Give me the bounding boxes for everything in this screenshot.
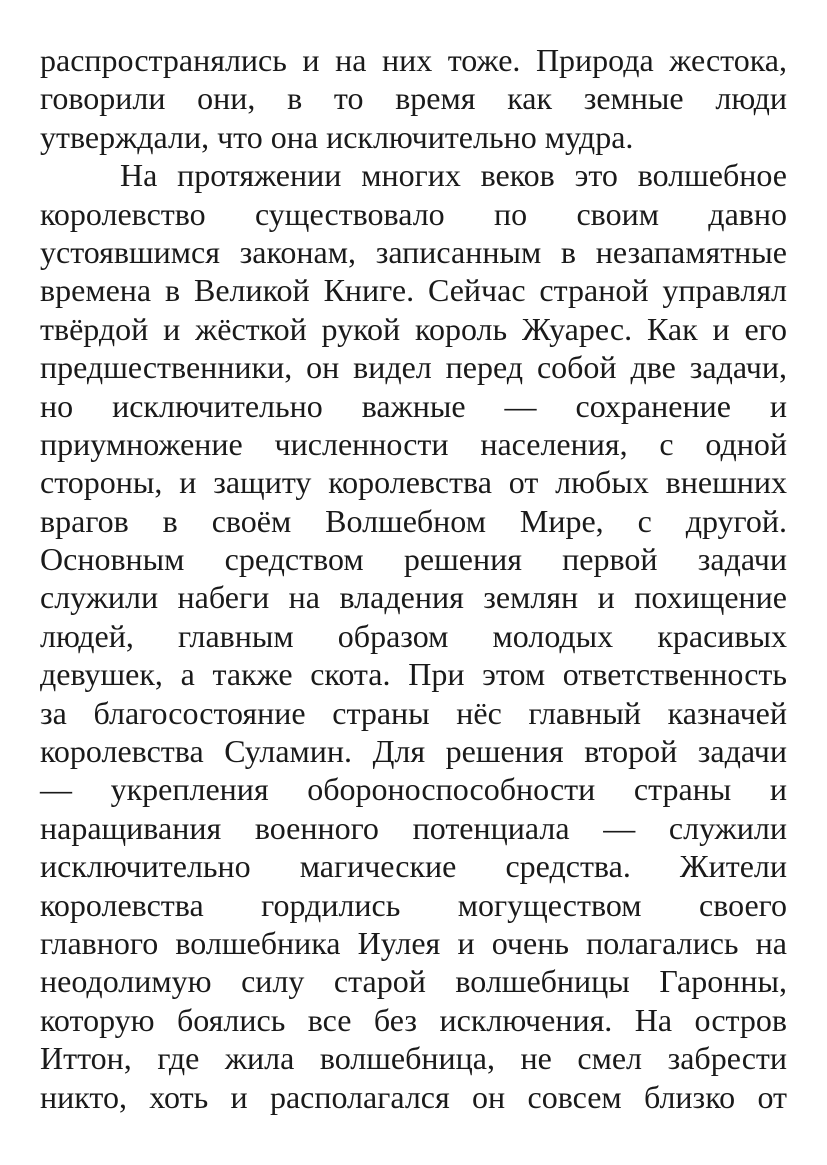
text-line: но исключительно важные — сохранение и (40, 387, 787, 424)
text-line: королевство существовало по своим давно (40, 195, 787, 232)
text-line: говорили они, в то время как земные люди (40, 80, 787, 117)
text-line: устоявшимся законам, записанным в незапамятные (40, 233, 787, 270)
text-line (40, 1116, 787, 1154)
text-line: утверждали, что она исключительно мудра. (40, 118, 634, 155)
text-line: На протяжении многих веков это волшебное (120, 157, 787, 194)
text-line: распространялись и на них тоже. Природа жестока, (40, 42, 787, 78)
text-line: королевства гордились могуществом своего (40, 886, 787, 923)
text-line: которую боялись все без исключения. На остров (40, 1001, 787, 1038)
text-line: исключительно магические средства. Жители (40, 848, 787, 885)
text-line: Иттон, где жила волшебница, не смел забрести (40, 1040, 787, 1077)
text-line: главного волшебника Иулея и очень полагались на (40, 924, 787, 961)
text-line: стороны, и защиту королевства от любых внешних (40, 464, 787, 501)
text-line: твёрдой и жёсткой рукой король Жуарес. Как и его (40, 310, 787, 347)
text-line: Основным средством решения первой задачи (40, 541, 787, 578)
text-line: неодолимую силу старой волшебницы Гаронны, (40, 963, 787, 1000)
paragraph-1 (40, 41, 787, 156)
text-line: никто, хоть и располагался он совсем близко от (40, 1078, 787, 1115)
text-line: королевства Суламин. Для решения второй задачи (40, 733, 787, 770)
text-line: приумножение численности населения, с одной (40, 425, 787, 462)
text-line: девушек, а также скота. При этом ответственность (40, 656, 787, 693)
document-page (40, 41, 787, 1154)
paragraph-2 (40, 156, 787, 1154)
text-line: за благосостояние страны нёс главный казначей (40, 694, 787, 731)
text-line: — укрепления обороноспособности страны и (40, 771, 787, 808)
text-line: предшественники, он видел перед собой две задачи, (40, 349, 787, 386)
text-line: служили набеги на владения землян и похищение (40, 579, 787, 616)
text-line: наращивания военного потенциала — служили (40, 809, 787, 846)
text-line: людей, главным образом молодых красивых (40, 617, 787, 654)
text-line: врагов в своём Волшебном Мире, с другой. (40, 502, 787, 539)
text-line: времена в Великой Книге. Сейчас страной управлял (40, 272, 787, 309)
